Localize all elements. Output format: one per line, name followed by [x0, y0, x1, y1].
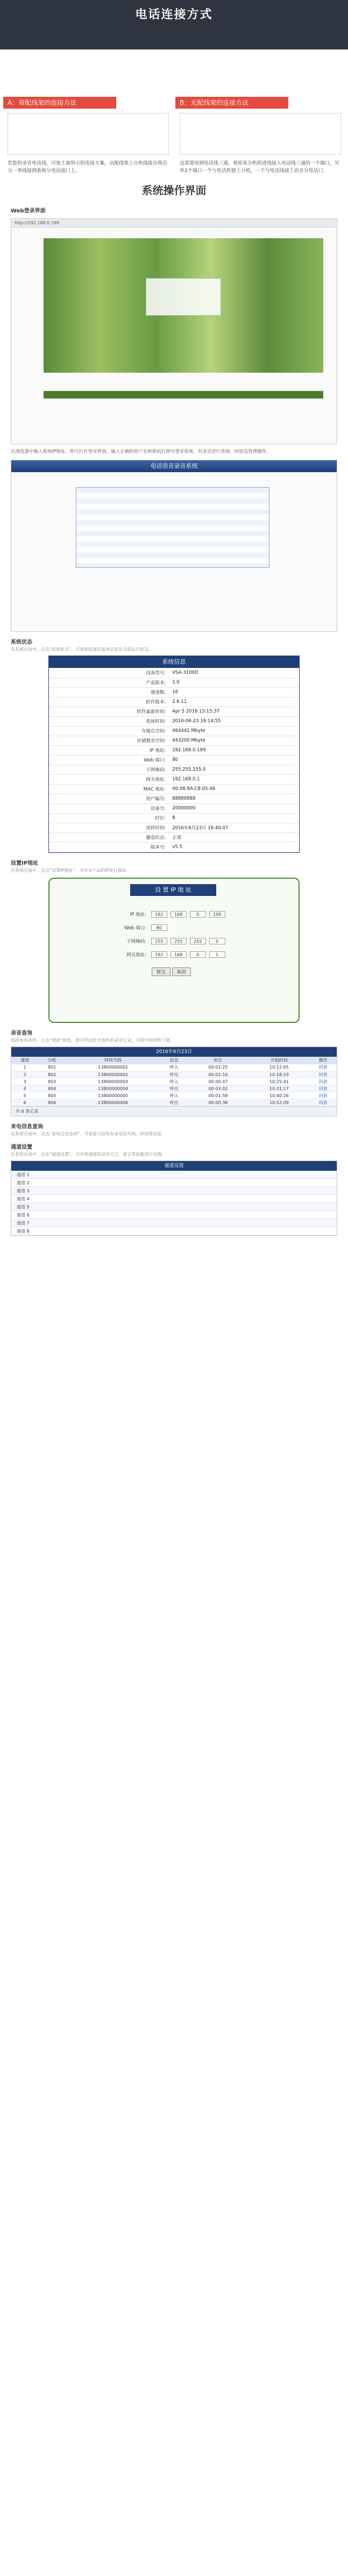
status-key: IP 地址: [49, 745, 169, 755]
status-value: 2.6.11 [169, 697, 299, 707]
record-col-header[interactable]: 通道 [11, 1057, 38, 1064]
gateway-label: 网关地址: [126, 952, 146, 958]
connection-diagram-a [8, 113, 169, 155]
table-row[interactable] [11, 1071, 337, 1078]
table-cell: 00:02:10 [188, 1071, 248, 1078]
table-cell: 805 [38, 1092, 65, 1099]
status-key: 网关地址: [49, 774, 169, 784]
status-key: 软件最新时间: [49, 707, 169, 716]
table-row[interactable] [11, 1085, 337, 1092]
status-key: Web 端口: [49, 755, 169, 765]
table-cell: 2 [11, 1071, 38, 1078]
table-cell: 5 [11, 1092, 38, 1099]
status-row [49, 678, 299, 687]
status-row [49, 803, 299, 813]
status-value: 16 [169, 687, 299, 697]
method-a-text: 若您的录音电话线，可加上面所示的连接方案，从配线架上分机线接出两芯分一条线接到系统分电话接口上。 [8, 161, 168, 174]
status-key: 设备型号: [49, 668, 169, 678]
status-value: 464442 Mbyte [169, 726, 299, 736]
table-cell: 13800000004 [66, 1085, 161, 1092]
channel-form [11, 1161, 337, 1236]
record-grid [76, 487, 269, 568]
status-key: 子网掩码: [49, 765, 169, 774]
status-panel [48, 656, 300, 853]
status-row [49, 774, 299, 784]
system-banner: 电话语音录音系统 [11, 460, 337, 472]
table-cell: 10:40:26 [248, 1092, 309, 1099]
method-b-text: 这需要用到电话线三通，将原来分机的进线接入电话线三通的一个端口，另外2个端口一个与电话机链上分机，一个与电话线接上语音分电话口。 [180, 161, 340, 174]
status-value: v5.5 [169, 842, 299, 852]
channel-note: 在系统页面中，点击“通道设置”，可对各通道的录音方式、留言等参数进行设置。 [11, 1152, 166, 1157]
page-title: 电话连接方式 [135, 8, 213, 22]
status-row [49, 842, 299, 852]
table-row[interactable] [11, 1064, 337, 1071]
playback-link[interactable]: 回放 [310, 1099, 337, 1106]
system-screenshot [11, 460, 337, 632]
mask-octet-3[interactable]: 255 [190, 938, 206, 944]
port-field[interactable]: 80 [151, 924, 167, 931]
table-cell: 呼入 [160, 1078, 187, 1085]
status-key: 播盘状态: [49, 832, 169, 842]
status-row [49, 716, 299, 726]
client-note: 在系统页面中，点击“来电信息查询”，可查看当前所有来电的号码、时间等信息。 [11, 1132, 166, 1136]
table-cell: 10:12:05 [248, 1064, 309, 1071]
record-table-shot [11, 1047, 337, 1117]
status-value: VSA-3100D [169, 668, 299, 678]
record-col-header[interactable]: 时长 [188, 1057, 248, 1064]
playback-link[interactable]: 回放 [310, 1092, 337, 1099]
connection-intro [0, 49, 348, 179]
login-footer-bar [44, 391, 323, 399]
gateway-row [114, 951, 229, 958]
table-cell: 00:01:58 [188, 1092, 248, 1099]
status-value: 192.168.0.199 [169, 745, 299, 755]
table-cell: 13800000005 [66, 1092, 161, 1099]
section-title: 系统操作界面 [141, 184, 207, 197]
record-date-bar: 2016年6月23日 [11, 1047, 337, 1057]
status-key: 时区: [49, 813, 169, 823]
table-cell: 00:01:25 [188, 1064, 248, 1071]
record-title: 录音查询 [11, 1030, 32, 1036]
record-footer: 共 6 条记录 [11, 1106, 337, 1116]
record-table [11, 1057, 337, 1107]
table-cell: 10:31:17 [248, 1085, 309, 1092]
channel-row[interactable]: 通道 6 [11, 1211, 337, 1219]
channel-row[interactable]: 通道 2 [11, 1179, 337, 1187]
ip-octet-3[interactable]: 0 [190, 911, 206, 917]
status-row [49, 726, 299, 736]
submit-button[interactable]: 提交 [152, 967, 171, 976]
status-row [49, 668, 299, 678]
web-login-label: Web登录界面 [11, 208, 46, 214]
ip-address-row [114, 911, 229, 917]
status-key: 用户编号: [49, 794, 169, 803]
gw-octet-4[interactable]: 1 [209, 951, 225, 958]
status-key: 流转时间: [49, 823, 169, 832]
table-cell: 806 [38, 1099, 65, 1106]
ip-octet-4[interactable]: 199 [209, 911, 225, 917]
table-cell: 13800000006 [66, 1099, 161, 1106]
table-cell: 803 [38, 1078, 65, 1085]
ip-panel-title: 设 置 IP 地 址 [130, 884, 216, 896]
table-cell: 4 [11, 1085, 38, 1092]
status-value: Apr 5 2016 15:15:37 [169, 707, 299, 716]
status-key: 存储总空间: [49, 726, 169, 736]
header-band [0, 0, 348, 49]
status-panel-title: 系统信息 [49, 656, 299, 668]
status-table [49, 668, 299, 852]
status-value: 443200 Mbyte [169, 736, 299, 745]
table-row[interactable] [11, 1099, 337, 1106]
status-value: 2016-06-23 16:14:55 [169, 716, 299, 726]
channel-row[interactable]: 通道 5 [11, 1203, 337, 1211]
status-row [49, 765, 299, 774]
table-cell: 00:00:36 [188, 1099, 248, 1106]
ip-panel [48, 878, 300, 1023]
mask-label: 子网掩码: [126, 938, 146, 944]
status-key: 设备号: [49, 803, 169, 813]
status-value: 80 [169, 755, 299, 765]
ip-note: 在系统页面中，点击“设置IP地址”，可对本产品的IP进行修改。 [11, 867, 131, 873]
status-value: 255.255.255.0 [169, 765, 299, 774]
status-row [49, 736, 299, 745]
client-title: 来电信息查询 [11, 1124, 43, 1130]
status-row [49, 745, 299, 755]
table-cell: 呼出 [160, 1085, 187, 1092]
status-key: 产品版本: [49, 678, 169, 687]
login-screenshot [11, 218, 337, 444]
channel-form-title: 通道设置 [11, 1161, 337, 1171]
mask-row [114, 938, 229, 944]
channel-row[interactable]: 通道 4 [11, 1195, 337, 1203]
table-cell: 13800000003 [66, 1078, 161, 1085]
status-title: 系统状态 [11, 639, 32, 645]
status-key: MAC 地址: [49, 784, 169, 794]
browser-address-bar[interactable]: http://192.168.0.199 [11, 219, 337, 227]
status-value: 8 [169, 813, 299, 823]
table-cell: 呼入 [160, 1064, 187, 1071]
table-cell: 804 [38, 1085, 65, 1092]
status-row [49, 794, 299, 803]
status-row [49, 755, 299, 765]
table-cell: 10:52:09 [248, 1099, 309, 1106]
table-cell: 呼入 [160, 1092, 187, 1099]
method-a-bar: A：带配线架的连接方法 [3, 97, 116, 109]
ip-octet-2[interactable]: 168 [171, 911, 187, 917]
playback-link[interactable]: 回放 [310, 1071, 337, 1078]
table-cell: 13800000002 [66, 1071, 161, 1078]
record-col-header[interactable]: 分机 [38, 1057, 65, 1064]
record-note: 选择查询条件，点击“搜索”按钮，即可列出符合条件的录音记录，可进行回放和下载。 [11, 1037, 175, 1043]
mask-octet-4[interactable]: 0 [209, 938, 225, 944]
status-note: 在系统页面中，点击“系统状态”，可看到设备的基本信息及当前运行状态。 [11, 647, 153, 652]
port-label: Web 端口: [124, 925, 146, 931]
table-row[interactable] [11, 1092, 337, 1099]
table-cell: 1 [11, 1064, 38, 1071]
status-value: 192.168.0.1 [169, 774, 299, 784]
table-cell: 3 [11, 1078, 38, 1085]
playback-link[interactable]: 回放 [310, 1085, 337, 1092]
ip-title: 设置IP地址 [11, 860, 39, 866]
status-row [49, 823, 299, 832]
gw-octet-2[interactable]: 168 [171, 951, 187, 958]
status-value: 2016年6月23日 16:40:07 [169, 823, 299, 832]
status-key: 存储剩余空间: [49, 736, 169, 745]
gw-octet-1[interactable]: 192 [151, 951, 167, 958]
channel-row[interactable]: 通道 1 [11, 1171, 337, 1179]
ip-label: IP 地址: [130, 912, 146, 917]
table-cell: 13800000001 [66, 1064, 161, 1071]
login-box[interactable] [146, 278, 221, 316]
table-cell: 10:25:41 [248, 1078, 309, 1085]
mask-octet-2[interactable]: 255 [171, 938, 187, 944]
status-row [49, 687, 299, 697]
status-key: 版本号: [49, 842, 169, 852]
table-cell: 00:03:02 [188, 1085, 248, 1092]
status-value: 88888888 [169, 794, 299, 803]
status-value: 00:08:8A:C8:05:46 [169, 784, 299, 794]
status-value: 正常 [169, 832, 299, 842]
record-col-header[interactable]: 操作 [310, 1057, 337, 1064]
ip-actions [152, 967, 191, 976]
status-key: 通道数: [49, 687, 169, 697]
status-key: 系统时间: [49, 716, 169, 726]
status-row [49, 707, 299, 716]
connection-diagram-b [180, 113, 341, 155]
status-row [49, 697, 299, 707]
status-value: 20000000 [169, 803, 299, 813]
mask-octet-1[interactable]: 255 [151, 938, 167, 944]
login-description: 在浏览器中输入系统IP地址，即可打开登录界面。输入正确的用户名和密码后即可登录系统，对录音进行查询、回放及管理操作。 [11, 449, 271, 454]
ip-octet-1[interactable]: 192 [151, 911, 167, 917]
table-cell: 802 [38, 1071, 65, 1078]
cancel-button[interactable]: 取消 [172, 967, 191, 976]
playback-link[interactable]: 回放 [310, 1078, 337, 1085]
channel-row[interactable]: 通道 3 [11, 1187, 337, 1195]
record-col-header[interactable]: 呼叫号码 [66, 1057, 161, 1064]
status-row [49, 832, 299, 842]
record-col-header[interactable]: 状态 [160, 1057, 187, 1064]
gw-octet-3[interactable]: 0 [190, 951, 206, 958]
record-col-header[interactable]: 开始时间 [248, 1057, 309, 1064]
table-row[interactable] [11, 1078, 337, 1085]
status-value: 1.0 [169, 678, 299, 687]
playback-link[interactable]: 回放 [310, 1064, 337, 1071]
table-cell: 10:18:33 [248, 1071, 309, 1078]
table-cell: 呼出 [160, 1071, 187, 1078]
table-cell: 6 [11, 1099, 38, 1106]
web-port-row [114, 924, 171, 931]
status-row [49, 813, 299, 823]
channel-row[interactable]: 通道 7 [11, 1219, 337, 1227]
table-cell: 00:00:47 [188, 1078, 248, 1085]
status-row [49, 784, 299, 794]
channel-row[interactable]: 通道 8 [11, 1227, 337, 1235]
method-b-bar: B：无配线架的连接方法 [175, 97, 288, 109]
status-key: 软件版本: [49, 697, 169, 707]
channel-title: 通道设置 [11, 1144, 32, 1150]
table-cell: 呼出 [160, 1099, 187, 1106]
table-cell: 801 [38, 1064, 65, 1071]
